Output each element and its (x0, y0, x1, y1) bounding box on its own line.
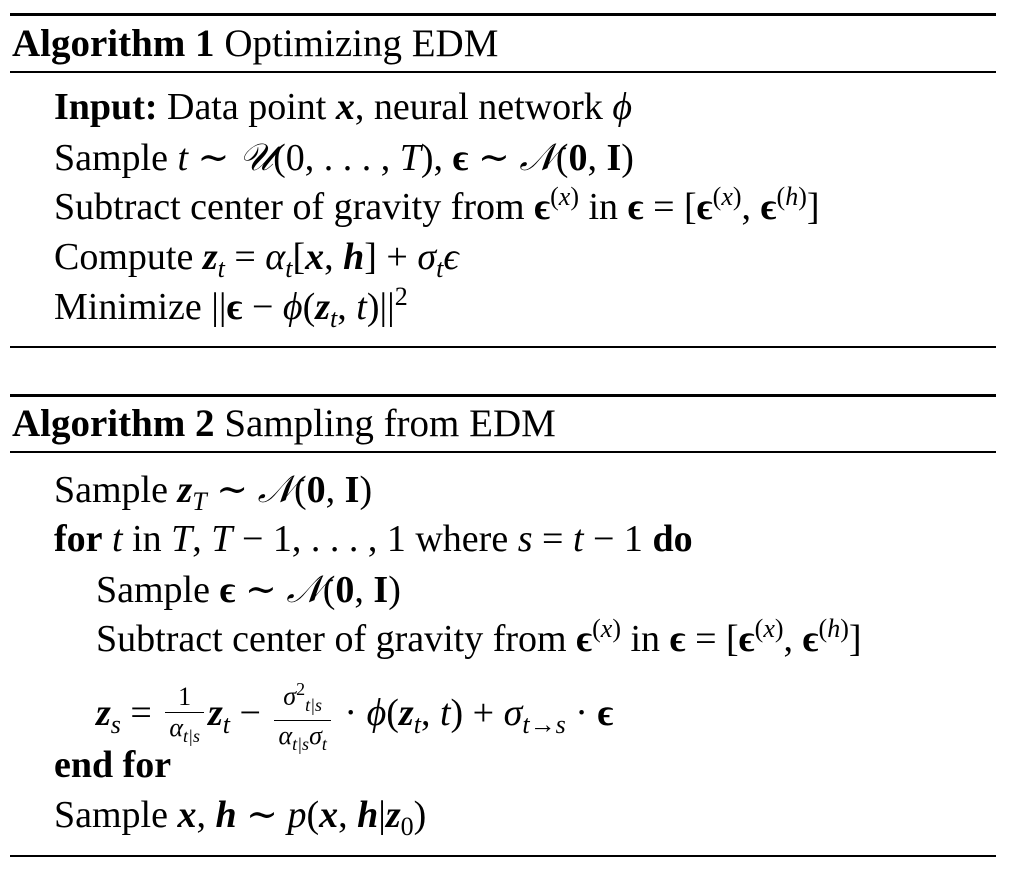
algorithm2-final-sample-line (54, 794, 427, 841)
final-sample-math: x, h ∼ p(x, $h|z_0$) (177, 794, 427, 841)
input-x: x (335, 86, 355, 128)
compute-math: $z_t = \alpha_t[x$, $h] + \sigma_t\epsilon$ (202, 236, 459, 283)
algorithm2-bottom-rule (10, 855, 996, 857)
algorithm1-compute-line (54, 236, 459, 283)
algorithm1-label: Algorithm 1 (12, 22, 215, 65)
algorithm2-header-rule (10, 451, 996, 453)
input-text-2: , neural network (354, 86, 613, 128)
algorithm1-subtract-line (54, 182, 820, 228)
inner-subtract-math: $\epsilon^{(x)}$ in $\epsilon = [\epsilon^{(x)}$, $\epsilon^{(h)}$] (576, 614, 862, 660)
algorithm2-label: Algorithm 2 (12, 402, 215, 445)
algorithm1-header-rule (10, 71, 996, 73)
algorithm1-title (12, 24, 498, 63)
algorithm2-inner-subtract-line (96, 614, 862, 660)
fraction-one-over-alpha: $\frac{1}{\alpha_{t|s}}$ (165, 682, 204, 751)
algorithm2-for-line (54, 520, 693, 558)
input-phi: ϕ (612, 86, 632, 128)
sample-keyword: Sample (54, 137, 178, 179)
do-keyword: do (652, 518, 693, 560)
algorithm1-top-rule (10, 13, 996, 16)
for-keyword: for (54, 518, 103, 560)
algorithm2-inner-sample-line (96, 567, 401, 611)
algorithm1-input-line (54, 88, 632, 126)
minimize-text: Minimize (54, 286, 212, 328)
algorithm2-update-equation: $z_s$ = $\frac{1}{\alpha_{t|s}}$ $z_t$ − $\frac{\sigma^2_{t|s}}{\alpha_{t|s}\sigma_t}$ · $\phi(z_t$, $t) + \sigma_{t\to s} \cdot \epsilon$ (96, 674, 613, 759)
minimize-math: $||\epsilon - \phi(z_t$, $t)||^2$ (211, 282, 408, 333)
algorithm2-top-rule (10, 394, 996, 397)
final-sample-text: Sample (54, 794, 178, 836)
sample-math: t ∼ 𝒰(0, . . . , T), ϵ ∼ 𝒩(0, I) (177, 135, 634, 179)
input-text-1: Data point (167, 86, 336, 128)
inner-subtract-text: Subtract center of gravity from (96, 618, 577, 660)
for-math: t in T, T − 1, . . . , 1 where s = t − 1 (112, 518, 653, 560)
fraction-sigma-over-alpha-sigma: $\frac{\sigma^2_{t|s}}{\alpha_{t|s}\sigma_t}$ (274, 674, 330, 759)
sample-zt-math: $z_T$ ∼ 𝒩(0, I) (177, 467, 373, 516)
compute-text: Compute (54, 236, 203, 278)
subtract-text: Subtract center of gravity from (54, 186, 535, 228)
input-keyword: Input: (54, 86, 158, 128)
algorithm2-title (12, 404, 556, 443)
sample-zt-text: Sample (54, 469, 178, 511)
inner-sample-text: Sample (96, 569, 220, 611)
subtract-math: $\epsilon^{(x)}$ in $\epsilon = [\epsilon^{(x)}$, $\epsilon^{(h)}$] (534, 182, 820, 228)
algorithm1-bottom-rule (10, 346, 996, 348)
algorithm2-end-for: end for (54, 744, 172, 786)
algorithm2-name: Sampling from EDM (224, 402, 556, 445)
algorithm1-minimize-line (54, 282, 408, 333)
inner-sample-math: ϵ ∼ 𝒩(0, I) (219, 567, 401, 611)
algorithm1-name: Optimizing EDM (224, 22, 499, 65)
algorithm1-sample-line (54, 135, 634, 179)
algorithm2-sample-zt-line (54, 467, 373, 516)
